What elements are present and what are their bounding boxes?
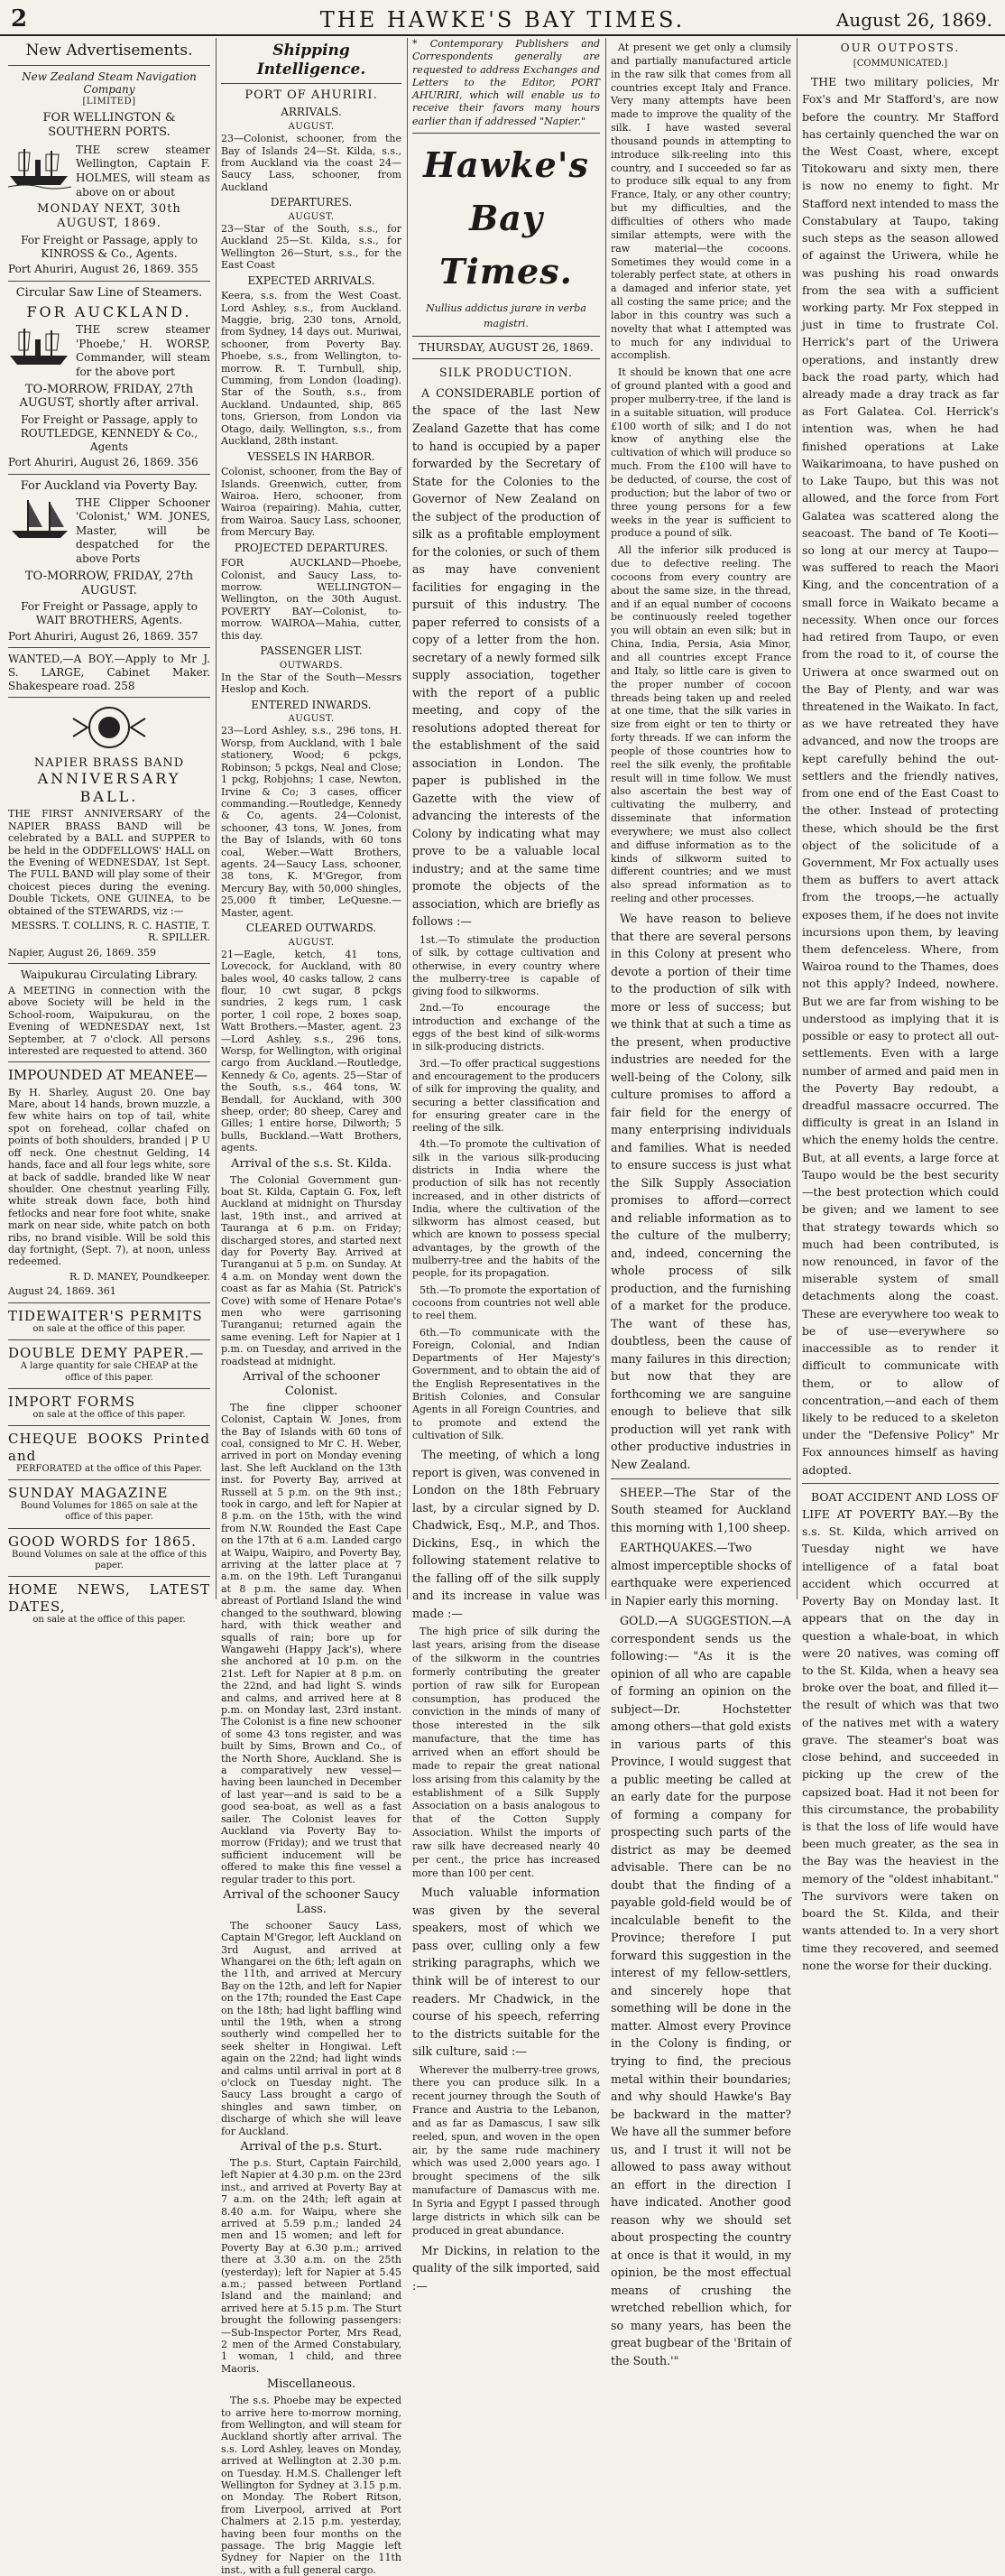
notice-title: GOOD WORDS for 1865. (8, 1533, 197, 1550)
notice-title: TIDEWAITER'S PERMITS (8, 1307, 203, 1324)
divider (8, 65, 210, 66)
column-advertisements (4, 38, 215, 1625)
company-name: New Zealand Steam Navigation Company (22, 69, 197, 97)
divider (8, 1425, 210, 1426)
article-paragraph: A CONSIDERABLE portion of the space of the last New Zealand Gazette that has come to hand is occupied by a paper forwarded by the Secretary of State for the Colonies to the Governor of New Zealand on the subject of the production of silk as a profitable employment for the colonies, or such of them as may have convenient facilities for engaging in the pursuit of this industry. The paper referred to consists of a copy of a letter from the hon. secretary of a newly formed silk supply association, together with the report of a public meeting, and copy of the resolutions adopted thereat for the establishment of the said association in London. The paper is published in the Gazette with the view of advancing the interests of the Colony by indicating what may prove to be a valuable local industry; and at the same time promote the objects of the association, which are briefly as follows :— (412, 385, 600, 929)
expected-heading: EXPECTED ARRIVALS. (247, 273, 375, 287)
steamship-icon (8, 144, 71, 189)
ad-apply: For Freight or Passage, apply to ROUTLEDGE, KENNEDY & Co., Agents (20, 413, 198, 453)
divider (221, 83, 401, 84)
arrivals-text: 23—Colonist, schooner, from the Bay of Islands 24—St. Kilda, s.s., from Auckland via the coast 24—Saucy Lass, schooner, from Auckland (221, 133, 401, 193)
company-limited: [LIMITED] (82, 96, 136, 107)
divider (8, 1302, 210, 1303)
ad-signature: Port Ahuriri, August 26, 1869. 355 (8, 263, 198, 276)
route-heading: FOR AUCKLAND. (26, 302, 192, 320)
divider (8, 1061, 210, 1062)
divider (8, 281, 210, 282)
objects-list (412, 934, 600, 1442)
ad-text: THE screw steamer Wellington, Captain F. HOLMES, will steam as above on or about (76, 143, 210, 199)
dateline: THURSDAY, AUGUST 26, 1869. (412, 336, 600, 360)
news-item-earthquakes: EARTHQUAKES.—Two almost imperceptible shocks of earthquake were experienced in Napier early this morning. (611, 1541, 791, 1608)
news-item-boat-accident: BOAT ACCIDENT AND LOSS OF LIFE AT POVERTY BAY.—By the s.s. St. Kilda, which arrived on Tuesday night we have intelligence of a fatal boat accident which occurred at Poverty Bay on Monday last. It appears that on the day in question a whale-boat, in which were 20 natives, was coming off to the St. Kilda, when a heavy sea broke over the boat, and filled it—the result of which was that two of the natives met with a watery grave. The steamer's boat was close behind, and succeeded in picking up the crew of the capsized boat. Had it not been for this circumstance, the probability is that the loss of life would have been much greater, as the sea in the Bay was the heaviest in the memory of the "oldest inhabitant." The survivors were taken on board the St. Kilda, and their wants attended to. In a very short time they recovered, and seemed none the worse for their ducking. (802, 1489, 999, 1972)
sturt-heading: Arrival of the p.s. Sturt. (240, 2140, 383, 2154)
divider (8, 647, 210, 648)
object-item: 1st.—To stimulate the production of silk, by cottage cultivation and otherwise, in every country where the mulberry-tree is capable of giving food to silkworms. (412, 933, 600, 998)
object-item: 3rd.—To offer practical suggestions and encouragement to the producers of silk for improving the quality, and securing a better classification and for ensuring greater care in the reeling of the silk. (412, 1057, 600, 1135)
article-quote: It should be known that one acre of ground planted with a good and proper mulberry-tree, if the land is in a suitable situation, will produce £100 worth of silk; and I do not know of anything else the cultivation of which will produce so much. From the £100 will have to be deducted, of course, the cost of production; but the labor of two or three young persons for a few weeks in the year is sufficient to produce a pound of silk. (611, 366, 791, 540)
article-paragraph: Mr Dickins, in relation to the quality of the silk imported, said :— (412, 2243, 600, 2293)
saw-line-heading: Circular Saw Line of Steamers. (15, 285, 203, 300)
notice-text: on sale at the office of this paper. (32, 1323, 186, 1334)
library-heading: Waipukurau Circulating Library. (20, 968, 198, 982)
ad-apply: For Freight or Passage, apply to KINROSS & Co., Agents. (21, 233, 198, 260)
month-label: AUGUST. (288, 937, 335, 948)
impounded-heading: IMPOUNDED AT MEANEE— (8, 1067, 208, 1084)
divider (8, 1576, 210, 1577)
notice-title: IMPORT FORMS (8, 1393, 136, 1410)
arrivals-heading: ARRIVALS. (281, 106, 342, 119)
news-item-sheep: SHEEP.—The Star of the South steamed for Auckland this morning with 1,100 sheep. (611, 1485, 791, 1534)
ad-signature: Napier, August 26, 1869. 359 (8, 946, 156, 959)
divider (8, 963, 210, 964)
notice-text: PERFORATED at the office of this Paper. (15, 1463, 203, 1474)
ad-signature: August 24, 1869. 361 (8, 1285, 116, 1298)
passenger-text: In the Star of the South—Messrs Heslop and Koch. (221, 671, 401, 696)
column-outposts (798, 38, 1003, 1972)
divider (8, 1339, 210, 1340)
saucy-heading: Arrival of the schooner Saucy Lass. (223, 1888, 400, 1916)
article-paragraph: Much valuable information was given by the several speakers, most of which we pass over, culling only a few striking paragraphs, which we think will be of interest to our readers. Mr Chadwick, in the course of his speech, referring to the districts suitable for the silk culture, said :— (412, 1886, 600, 2059)
page-number: 2 (11, 5, 28, 32)
article-quote: The high price of silk during the last years, arising from the disease of the silkworm in the countries formerly contributing the greater portion of raw silk for European consumption, has produced the conviction in the minds of many of those interested in the silk manufacture, that the time has arrived when an effort should be made to repair the great national loss arising from this calamity by the establishment of a Silk Supply Association on a basis analogous to that of the Cotton Supply Association. Whilst the imports of raw silk have decreased nearly 40 per cent., the price has increased more than 100 per cent. (412, 1626, 600, 1879)
projected-text: FOR AUCKLAND—Phoebe, Colonist, and Saucy Lass, to-morrow. WELLINGTON—Wellington, on the 30th August. POVERTY BAY—Colonist, to-morrow. WAIROA—Mahia, cutter, this day. (221, 557, 401, 642)
outposts-subheading: [COMMUNICATED.] (853, 58, 948, 69)
steamship-icon (8, 323, 71, 368)
divider (802, 1483, 999, 1484)
route-heading: For Auckland via Poverty Bay. (20, 478, 198, 493)
colonist-heading: Arrival of the schooner Colonist. (243, 1370, 380, 1398)
band-text: THE FIRST ANNIVERSARY of the NAPIER BRASS BAND will be celebrated by a BALL and SUPPER to be held in the ODDFELLOWS' HALL on the Evening of WEDNESDAY, 1st Sept. The FULL BAND will play some of their choicest pieces during the evening. Double Tickets, ONE GUINEA, to be obtained of the STEWARDS, viz :— (8, 808, 210, 917)
entered-text: 23—Lord Ashley, s.s., 296 tons, H. Worsp, from Auckland, with 1 bale stationery, Wood; 6 pckgs, Robinson; 5 pckgs, Neal and Close; 1 pckg, Robjohns; 1 case, Newton, Irvine & Co; 3 cases, officer commanding.—Routledge, Kennedy & Co, agents. 24—Colonist, schooner, 43 tons, W. Jones, from the Bay of Islands, with 60 tons coal, Weber.—Watt Brothers, agents. 24—Saucy Lass, schooner, 38 tons, K. M'Gregor, from Mercury Bay, with 50,000 shingles, 25,000 ft timber, LeQuesne.—Master, agent. (221, 725, 401, 919)
shipping-heading: Shipping Intelligence. (256, 42, 366, 79)
ad-apply: For Freight or Passage, apply to WAIT BROTHERS, Agents. (21, 600, 198, 626)
ad-date: MONDAY NEXT, 30th AUGUST, 1869. (37, 202, 181, 231)
object-item: 4th.—To promote the cultivation of silk in the various silk-producing districts in India where the production of silk has not recently increased, and in other districts of India, where the cultivation of the silkworm has almost ceased, but which are known to possess special advantages, by the growth of the mulberry-tree and the habits of the people, for its propagation. (412, 1138, 600, 1280)
column-editorial-continued (606, 38, 796, 2368)
article-quote: All the inferior silk produced is due to defective reeling. The cocoons from every country are about the same size, in the thread, and if an equal number of cocoons be continuously reeled together you will obtain an even silk; but in China, India, Persia, Asia Minor, and all countries except France and Italy, so little care is given to the proper number of cocoon threads being taken up and reeled at one time, that the silk varies in size from eight or ten to thirty or forty threads. If we can inform the people of those countries how to reel the silk evenly, the profitable result will in time follow. We must also ascertain the best way of cultivating the mulberry, and disseminate that information everywhere; we must also collect and diffuse information as to the kinds of silkworm suited to different countries; and we must also spread information as to reeling and other processes. (611, 544, 791, 905)
schooner-icon (8, 496, 71, 542)
kilda-heading: Arrival of the s.s. St. Kilda. (231, 1156, 392, 1171)
misc-heading: Miscellaneous. (266, 2377, 356, 2392)
ship-ad-phoebe (8, 323, 210, 379)
wanted-ad: WANTED,—A BOY.—Apply to Mr J. S. LARGE, Cabinet Maker. Shakespeare road. 258 (8, 653, 210, 692)
cleared-heading: CLEARED OUTWARDS. (245, 921, 377, 934)
article-quote: At present we get only a clumsily and partially manufactured article in the raw silk that comes from all countries except Italy and France. Very many attempts have been made to improve the quality of the silk. I have wasted several thousand pounds in attempting to introduce silk-reeling into this country, and I succeeded so far as to produce silk equal to any from France, Italy, or any other country; but my difficulties, and the difficulties of others who made similar attempts, were with the raw material—the cocoons. Sometimes they would come in a tolerably perfect state, at others in a damaged and inferior state, yet all costing the same price; and the labor in this country was such a novelty that what I attempted was to much for any individual to accomplish. (611, 42, 791, 362)
correspondents-notice: * Contemporary Publishers and Correspondents generally are requested to address Exchanges and Letters to the Editor, PORT AHURIRI, which will enable us to receive their favors many hours earlier than if addressed "Napier." (412, 38, 600, 127)
ad-signature: Port Ahuriri, August 26, 1869. 357 (8, 629, 198, 643)
month-label: AUGUST. (288, 714, 335, 725)
route-heading: FOR WELLINGTON & SOUTHERN PORTS. (42, 111, 176, 140)
saucy-text: The schooner Saucy Lass, Captain M'Gregor, left Auckland on 3rd August, and arrived at Whangarei on the 6th; left again on the 11th, and arrived at Mercury Bay on the 12th, and left for Napier on the 17th; rounded the East Cape on the 18th; had light baffling wind until the 19th, when a strong southerly wind compelled her to seek shelter in Hongiwai. Left again on the 22nd; had light winds and calms until arrival in port at 8 o'clock on Tuesday night. The Saucy Lass brought a cargo of shingles and sawn timber, on discharge of which she will leave for Auckland. (221, 1919, 401, 2137)
crest-icon (8, 702, 210, 753)
divider (8, 1479, 210, 1480)
object-item: 2nd.—To encourage the introduction and exchange of the eggs of the best kind of silk-worms in silk-producing districts. (412, 1002, 600, 1053)
entered-heading: ENTERED INWARDS. (251, 698, 372, 711)
notice-title: CHEQUE BOOKS Printed and (8, 1431, 210, 1464)
notice-title: DOUBLE DEMY PAPER.— (8, 1345, 205, 1362)
paper-motto: Nullius addictus jurare in verba magistri. (426, 301, 586, 329)
article-paragraph: THE two military policies, Mr Fox's and Mr Stafford's, are now before the country. Mr Stafford has certainly quenched the war on the West Coast, where, except Titokowaru and sixty men, there is now no enemy to fight. Mr Stafford next intended to mass the Constabulary at Taupo, taking such steps as the season allowed of against the Uriwera, while he was pushing his road onwards from the sea with a sufficient working party. Mr Fox stepped in just in time to frustrate Col. Herrick's part of the Uriwera operations, and instantly drew back the road party, which had already made a dray track as far as Fort Galatea. Col. Herrick's intention was, when he had finished operations at Lake Waikarimoana, to have pushed on to Lake Taupo, but this was not allowed, and the force from Fort Galatea was scattered along the seacoast. The band of Te Kooti—so long at our mercy at Taupo—was suffered to reach the Maori King, and the concentration of a small force in Waikato became a necessity. When once our forces had retired from Taupo, or even from the road to it, of course the Uriwera at once swarmed out on the Bay of Plenty, and war was threatened in the Waikato. In fact, as we have retreated they have advanced, and now the troops are kept carefully behind the out-settlers and the friendly natives, from one end of the East Coast to the other. Instead of protecting these, which should be the first object of the solicitude of a Government, Mr Fox actually uses them as buffers to avert attack from the troops,—he actually exposes them, if he does not invite incursions upon them, by leaving them defenceless. Where, from Wairoa round to the Thames, does not this apply? Indeed, nowhere. But we are far from wishing to be understood as implying that it is possible or easy to protect all out-settlements. Even with a large number of armed and paid men in the Poverty Bay redoubt, a dreadful massacre occurred. The difficulty is great in an Island in which the enemy holds the centre. But, at all events, a large force at Taupo would be the best security—the best protection which could be given; and we lament to see that strategy towards which so much had been contributed, is now renounced, in favor of the miserable system of small detachments along the coast. These are everywhere too weak to be of use—everywhere so inaccessible as to render it difficult to communicate with them, or to allow of concentration,—and each of them likely to be reduced to a skeleton under the "Defensive Policy" Mr Fox announces himself as having adopted. (802, 75, 999, 1477)
ad-signature: Port Ahuriri, August 26, 1869. 356 (8, 456, 198, 469)
object-item: 5th.—To promote the exportation of cocoons from countries not well able to reel them. (412, 1283, 600, 1322)
news-item-gold: GOLD.—A SUGGESTION.—A correspondent sends us the following:— "As it is the opinion of all who are capable of forming an opinion on the subject—Dr. Hochstetter among others—that gold exists in various parts of this Province, I would suggest that a public meeting be called at an early date for the purpose of forming a company for prospecting such parts of the district as may be deemed advisable. There can be no doubt that the finding of a payable gold-field would be of incalculable benefit to the Province; therefore I put forward this suggestion in the interest of my fellow-settlers, and sincerely hope that something will be done in the matter. Almost every Province in the Colony is finding, or trying to find, the precious metal within their boundaries; and why should Hawke's Bay be backward in the matter? We have all the summer before us, and I trust it will not be allowed to pass away without an effort in the direction I have indicated. Another good reason why we should set about prospecting the country at once is that it would, in my opinion, be the most effectual means of crushing the wretched rebellion which, for so many years, has been the great bugbear of the 'Britain of the South.'" (611, 1614, 791, 2368)
notices-list (8, 1302, 210, 1626)
library-text: A MEETING in connection with the above Society will be held in the School-room, Waipukurau, on the Evening of WEDNESDAY next, 1st September, at 7 o'clock. All persons interested are requested to attend. 360 (8, 984, 210, 1057)
month-label: AUGUST. (288, 211, 335, 222)
misc-text: The s.s. Phoebe may be expected to arrive here to-morrow morning, from Wellington, and will steam for Auckland shortly after arrival. The s.s. Lord Ashley, leaves on Monday, arrived at Wellington at 2.30 p.m. on Tuesday. H.M.S. Challenger left Wellington for Sydney at 3.15 p.m. on Monday. The Robert Ritson, from Liverpool, arrived at Port Chalmers at 2.15 p.m. yesterday, having been four months on the passage. The brig Maggie left Sydney for Napier on the 11th inst., with a full general cargo. (221, 2395, 401, 2576)
expected-text: Keera, s.s. from the West Coast. Lord Ashley, s.s., from Auckland. Maggie, brig, 230 tons, Arnold, from Sydney, 14 days out. Muriwai, schooner, from Poverty Bay. Phoebe, s.s., from Wellington, to-morrow. R. T. Turnbull, ship, Cumming, from London (loading). Star of the South, s.s., from Auckland. Undaunted, ship, 865 tons, Grierson, from London via Otago, daily. Wellington, s.s., from Auckland, 28th instant. (221, 290, 401, 448)
impounded-text: By H. Sharley, August 20. One bay Mare, about 14 hands, brown muzzle, a few white hairs on top of tail, white spot on forehead, collar chafed on points of both shoulders, branded | P U off neck. One chestnut Gelding, 14 hands, face and all four legs white, sore at back of saddle, branded like W near shoulder. One chestnut yearling Filly, white streak down face, both hind fetlocks and near fore foot white, snake mark on near side, white patch on both ribs, no brand visible. Will be sold this day fortnight, (Sept. 7), at noon, unless redeemed. (8, 1086, 210, 1268)
band-subtitle: ANNIVERSARY BALL. (37, 770, 181, 805)
divider (8, 1528, 210, 1529)
ad-date: TO-MORROW, FRIDAY, 27th AUGUST, shortly after arrival. (19, 382, 199, 411)
divider (8, 697, 210, 698)
notice-text: Bound Volumes on sale at the office of this paper. (12, 1549, 207, 1571)
ad-date: TO-MORROW, FRIDAY, 27th AUGUST. (24, 569, 194, 598)
notice-text: Bound Volumes for 1865 on sale at the office of this paper. (20, 1501, 198, 1523)
divider (8, 1388, 210, 1389)
band-title: NAPIER BRASS BAND (33, 755, 185, 770)
kilda-text: The Colonial Government gun-boat St. Kilda, Captain G. Fox, left Auckland at midnight on Thursday last, 19th inst., and arrived at Tauranga at 6 p.m. on Friday; discharged stores, and started next day for Poverty Bay. Arrived at Turanganui at 5 p.m. on Sunday. At 4 a.m. on Monday went down the coast as far as Mahia (St. Patrick's Cove) with some of Henare Potae's men who were garrisoning Turanganui; returned again the same evening. Left for Napier at 1 p.m. on Tuesday, and arrived in the roadstead at midnight. (221, 1173, 401, 1367)
notice-text: on sale at the office of this paper. (32, 1410, 186, 1421)
divider (611, 1478, 791, 1479)
article-quote: Wherever the mulberry-tree grows, there you can produce silk. In a recent journey through the South of France and Austria to the Lebanon, and as far as Damascus, I saw silk reeled, spun, and woven in the open air, by the same rude machinery which was used 2,000 years ago. I brought specimens of the silk manufacture of Damascus with me. In Syria and Egypt I passed through large districts in which silk can be produced in great abundance. (412, 2063, 600, 2237)
object-item: 6th.—To communicate with the Foreign, Colonial, and Indian Departments of Her Majesty's Government, and to obtain the aid of the English Representatives in the British Colonies, and Consular Agents in all Foreign Countries, and to promote and extend the cultivation of Silk. (412, 1326, 600, 1441)
paper-nameplate: Hawke's Bay Times. (423, 144, 589, 292)
divider (8, 474, 210, 475)
outwards-label: OUTWARDS. (279, 660, 344, 671)
divider (412, 133, 600, 134)
month-label: AUGUST. (288, 121, 335, 132)
article-paragraph: The meeting, of which a long report is given, was convened in London on the 18th February last, by a circular signed by D. Chadwick, Esq., M.P., and Thos. Dickins, Esq., in which the following statement relative to the falling off of the silk supply and its increase in value was made :— (412, 1448, 600, 1620)
ship-ad-wellington (8, 144, 210, 199)
notice-title: SUNDAY MAGAZINE (8, 1484, 169, 1501)
ship-ad-colonist (8, 496, 210, 567)
ad-text: THE Clipper Schooner 'Colonist,' WM. JONES, Master, will be despatched for the above Ports (76, 496, 210, 566)
column-editorial (408, 38, 604, 2293)
projected-heading: PROJECTED DEPARTURES. (234, 541, 389, 554)
harbor-text: Colonist, schooner, from the Bay of Islands. Greenwich, cutter, from Wairoa. Hero, schooner, from Wairoa (repairing). Mahia, cutter, from Wairoa. Saucy Lass, schooner, from Mercury Bay. (221, 466, 401, 539)
harbor-heading: VESSELS IN HARBOR. (247, 449, 375, 463)
band-stewards: MESSRS. T. COLLINS, R. C. HASTIE, T. R. SPILLER. (11, 920, 210, 944)
notice-text: A large quantity for sale CHEAP at the office of this paper. (20, 1361, 198, 1383)
outposts-heading: OUR OUTPOSTS. (840, 42, 961, 54)
ad-text: THE screw steamer 'Phoebe,' H. WORSP, Commander, will steam for the above port (76, 323, 210, 379)
masthead (0, 0, 1005, 36)
column-shipping (217, 38, 406, 2576)
colonist-text: The fine clipper schooner Colonist, Captain W. Jones, from the Bay of Islands with 60 tons of coal, consigned to Mr C. H. Weber, arrived in port on Monday evening last. She left Auckland on the 13th inst. for Poverty Bay, arrived at Russell at 5 p.m. on the 9th inst.; took in cargo, and left for Napier at 8 p.m. on the 15th, with the wind from N.W. Rounded the East Cape on the 17th at 6 a.m. Landed cargo at Waipu, Waipiro, and Poverty Bay, arriving at the latter place at 7 a.m. on the 19th. Left Turanganui at 8 p.m. the same day. When abreast of Portland Island the wind changed to the southward, blowing hard, with thick weather and squalls of rain; bore up for Wangawehi (Happy Jack's), where she anchored at 10 p.m. on the 21st. Left for Napier at 8 p.m. on the 22nd, and had light S. winds and calms, and arrived here at 8 p.m. on Monday last, 23rd instant. The Colonist is a fine new schooner of some 43 tons register, and was built by Sims, Brown and Co., of the North Shore, Auckland. She is a comparatively new vessel—having been launched in December of last year—and is said to be a good sea-boat, as well as a fast sailer. The Colonist leaves for Auckland via Poverty Bay to-morrow (Friday); and we trust that sufficient inducement will be offered to make this fine vessel a regular trader to this port. (221, 1401, 401, 1886)
departures-heading: DEPARTURES. (270, 196, 353, 209)
cleared-text: 21—Eagle, ketch, 41 tons, Lovecock, for Auckland, with 80 bales wool, 40 casks tallow, 2 cans flour, 10 cwt sugar, 8 pckgs sundries, 2 kegs rum, 1 cask porter, 1 coil rope, 2 boxes soap, Watt Brothers.—Master, agent. 23—Lord Ashley, s.s., 296 tons, Worsp, for Wellington, with original cargo from Auckland.—Routledge, Kennedy & Co, agents. 25—Star of the South, s.s., 464 tons, W. Bendall, for Auckland, with 300 sheep, order; 80 sheep, Carey and Gilles; 1 entire horse, Dilworth; 5 bulls, Buckland.—Watt Brothers, agents. (221, 948, 401, 1154)
port-heading: PORT OF AHURIRI. (244, 88, 378, 103)
passenger-heading: PASSENGER LIST. (260, 644, 363, 658)
article-paragraph: We have reason to believe that there are several persons in this Colony at present who devote a portion of their time to the production of silk with more or less of success; but we think that at such a time as the present, when productive industries are needed for the well-being of the Colony, silk culture promises to afford a fair field for the energy of many enterprising individuals and families. What is needed to ensure success is just what the Silk Supply Association promises to afford—correct and reliable information as to the culture of the mulberry; and, indeed, concerning the whole process of silk production, and the furnishing of a market for the produce. The want of these has, doubtless, been the cause of many failures in this direction; but now that they are forthcoming we are sanguine enough to believe that silk production will yet rank with other productive industries in New Zealand. (611, 912, 791, 1471)
notice-text: on sale at the office of this paper. (32, 1614, 186, 1625)
article-title: SILK PRODUCTION. (439, 366, 573, 380)
departures-text: 23—Star of the South, s.s., for Auckland 25—St. Kilda, s.s., for Wellington 26—Sturt, s.s., for the East Coast (221, 222, 401, 272)
impounded-signature: R. D. MANEY, Poundkeeper. (69, 1270, 210, 1283)
sturt-text: The p.s. Sturt, Captain Fairchild, left Napier at 4.30 p.m. on the 23rd inst., and arrived at Poverty Bay at 7 a.m. on the 24th; left again at 8.40 a.m. for Waipu, where she arrived at 5.59 p.m.; landed 24 men and 15 women; and left for Poverty Bay at 6.30 p.m.; arrived there at 3.30 a.m. on the 25th (yesterday); left for Napier at 5.45 a.m.; passed between Portland Island and the mainland; and arrived here at 5.15 p.m. The Sturt brought the following passengers:—Sub-Inspector Porter, Mrs Read, 2 men of the Armed Constabulary, 1 woman, 1 child, and three Maoris. (221, 2156, 401, 2375)
newspaper-title: THE HAWKE'S BAY TIMES. (319, 7, 686, 32)
issue-date: August 26, 1869. (835, 9, 992, 31)
advertisements-heading: New Advertisements. (25, 42, 193, 60)
notice-title: HOME NEWS, LATEST DATES, (8, 1581, 210, 1615)
